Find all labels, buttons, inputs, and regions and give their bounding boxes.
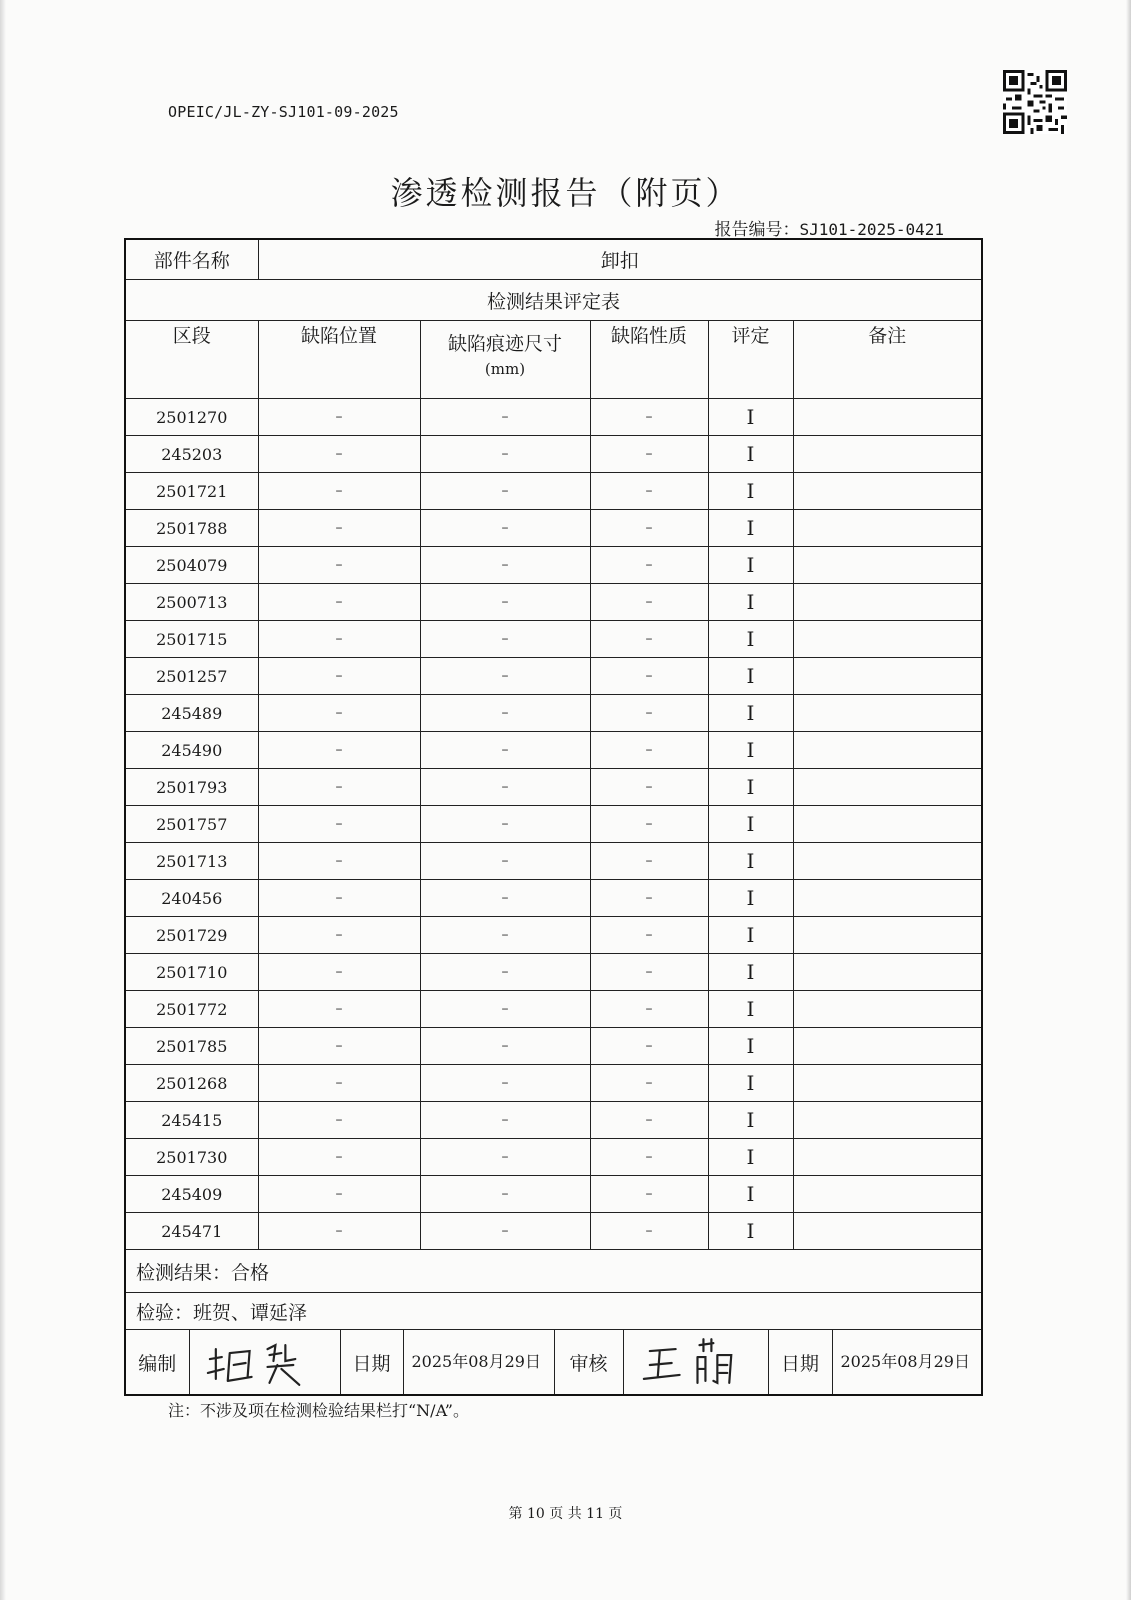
grade-cell: I	[708, 658, 793, 695]
table-row	[125, 473, 982, 510]
inspection-result: 检测结果：合格	[125, 1250, 982, 1293]
defect-nature-cell: –	[590, 769, 708, 806]
grade-cell: I	[708, 1213, 793, 1250]
remark-cell	[793, 954, 982, 991]
table-row	[125, 547, 982, 584]
defect-nature-cell: –	[590, 510, 708, 547]
segment-cell: 2501730	[125, 1139, 258, 1176]
table-row	[125, 991, 982, 1028]
date-label-1: 日期	[340, 1330, 403, 1394]
col-header-defect-position: 缺陷位置	[258, 321, 420, 399]
table-row	[125, 1213, 982, 1250]
segment-cell: 2501729	[125, 917, 258, 954]
remark-cell	[793, 991, 982, 1028]
remark-cell	[793, 1065, 982, 1102]
table-row	[125, 436, 982, 473]
defect-position-cell: –	[258, 806, 420, 843]
grade-cell: I	[708, 399, 793, 436]
grade-cell: I	[708, 806, 793, 843]
table-row	[125, 621, 982, 658]
defect-nature-cell: –	[590, 1065, 708, 1102]
scan-edge-left	[0, 0, 6, 1600]
segment-cell: 2501793	[125, 769, 258, 806]
qr-code-icon	[1003, 70, 1067, 134]
compiler-signature	[189, 1330, 340, 1394]
defect-nature-cell: –	[590, 843, 708, 880]
scan-edge-right	[1126, 0, 1131, 1600]
grade-cell: I	[708, 547, 793, 584]
segment-cell: 245409	[125, 1176, 258, 1213]
remark-cell	[793, 732, 982, 769]
column-header-row	[125, 321, 982, 399]
part-name-row	[125, 239, 982, 280]
segment-cell: 2501785	[125, 1028, 258, 1065]
grade-cell: I	[708, 991, 793, 1028]
grade-cell: I	[708, 1176, 793, 1213]
defect-size-cell: –	[420, 991, 590, 1028]
defect-size-cell: –	[420, 547, 590, 584]
footnote: 注：不涉及项在检测检验结果栏打“N/A”。	[168, 1401, 469, 1420]
defect-position-cell: –	[258, 769, 420, 806]
remark-cell	[793, 843, 982, 880]
table-row	[125, 1065, 982, 1102]
signature-row	[125, 1330, 982, 1396]
report-number-value: SJ101-2025-0421	[799, 220, 944, 239]
remark-cell	[793, 806, 982, 843]
defect-nature-cell: –	[590, 732, 708, 769]
defect-size-cell: –	[420, 621, 590, 658]
part-name-label: 部件名称	[125, 239, 258, 280]
table-row	[125, 1176, 982, 1213]
grade-cell: I	[708, 621, 793, 658]
segment-cell: 245203	[125, 436, 258, 473]
defect-size-cell: –	[420, 917, 590, 954]
compiler-signature-image	[190, 1331, 340, 1393]
defect-size-cell: –	[420, 1213, 590, 1250]
page-indicator: 第 10 页 共 11 页	[508, 1506, 623, 1522]
table-row	[125, 1028, 982, 1065]
defect-size-cell: –	[420, 732, 590, 769]
segment-cell: 245415	[125, 1102, 258, 1139]
defect-nature-cell: –	[590, 1213, 708, 1250]
defect-position-cell: –	[258, 584, 420, 621]
segment-cell: 245471	[125, 1213, 258, 1250]
defect-size-cell: –	[420, 1176, 590, 1213]
defect-size-cell: –	[420, 695, 590, 732]
remark-cell	[793, 473, 982, 510]
defect-position-cell: –	[258, 1102, 420, 1139]
grade-cell: I	[708, 880, 793, 917]
reviewer-label: 审核	[554, 1330, 623, 1394]
remark-cell	[793, 547, 982, 584]
signature-table	[126, 1330, 983, 1394]
defect-nature-cell: –	[590, 1028, 708, 1065]
date-value-1: 2025年08月29日	[403, 1330, 554, 1394]
defect-size-cell: –	[420, 584, 590, 621]
col-header-defect-nature: 缺陷性质	[590, 321, 708, 399]
remark-cell	[793, 695, 982, 732]
segment-cell: 2500713	[125, 584, 258, 621]
result-row	[125, 1250, 982, 1293]
defect-position-cell: –	[258, 621, 420, 658]
table-row	[125, 806, 982, 843]
defect-position-cell: –	[258, 1028, 420, 1065]
defect-nature-cell: –	[590, 954, 708, 991]
grade-cell: I	[708, 695, 793, 732]
defect-position-cell: –	[258, 399, 420, 436]
segment-cell: 2501757	[125, 806, 258, 843]
defect-size-cell: –	[420, 399, 590, 436]
date-label-2: 日期	[768, 1330, 832, 1394]
segment-cell: 2501713	[125, 843, 258, 880]
remark-cell	[793, 510, 982, 547]
remark-cell	[793, 584, 982, 621]
segment-cell: 2501721	[125, 473, 258, 510]
segment-cell: 245490	[125, 732, 258, 769]
report-number-label: 报告编号：	[714, 220, 800, 240]
date-value-2: 2025年08月29日	[840, 1352, 970, 1371]
col-header-grade: 评定	[708, 321, 793, 399]
segment-cell: 2501710	[125, 954, 258, 991]
remark-cell	[793, 1102, 982, 1139]
defect-position-cell: –	[258, 658, 420, 695]
defect-size-cell: –	[420, 1065, 590, 1102]
grade-cell: I	[708, 769, 793, 806]
table-row	[125, 1139, 982, 1176]
defect-nature-cell: –	[590, 917, 708, 954]
col-header-defect-size-label: 缺陷痕迹尺寸	[447, 333, 562, 355]
remark-cell	[793, 436, 982, 473]
defect-position-cell: –	[258, 732, 420, 769]
defect-position-cell: –	[258, 917, 420, 954]
defect-nature-cell: –	[590, 473, 708, 510]
defect-nature-cell: –	[590, 991, 708, 1028]
defect-position-cell: –	[258, 1213, 420, 1250]
defect-nature-cell: –	[590, 1139, 708, 1176]
defect-size-cell: –	[420, 510, 590, 547]
defect-nature-cell: –	[590, 1176, 708, 1213]
defect-position-cell: –	[258, 880, 420, 917]
table-row	[125, 880, 982, 917]
data-rows	[125, 399, 982, 1250]
reviewer-signature	[623, 1330, 768, 1394]
defect-nature-cell: –	[590, 806, 708, 843]
remark-cell	[793, 621, 982, 658]
remark-cell	[793, 1139, 982, 1176]
table-row	[125, 399, 982, 436]
compiler-label: 编制	[126, 1330, 189, 1394]
table-row	[125, 843, 982, 880]
remark-cell	[793, 769, 982, 806]
table-row	[125, 658, 982, 695]
table-title: 检测结果评定表	[125, 280, 982, 321]
remark-cell	[793, 880, 982, 917]
table-row	[125, 510, 982, 547]
col-header-segment: 区段	[125, 321, 258, 399]
defect-position-cell: –	[258, 1139, 420, 1176]
grade-cell: I	[708, 1065, 793, 1102]
defect-position-cell: –	[258, 1065, 420, 1102]
segment-cell: 2504079	[125, 547, 258, 584]
defect-nature-cell: –	[590, 658, 708, 695]
segment-cell: 240456	[125, 880, 258, 917]
defect-position-cell: –	[258, 695, 420, 732]
segment-cell: 2501268	[125, 1065, 258, 1102]
grade-cell: I	[708, 732, 793, 769]
reviewer-signature-image	[624, 1331, 768, 1393]
remark-cell	[793, 1213, 982, 1250]
table-row	[125, 1102, 982, 1139]
grade-cell: I	[708, 843, 793, 880]
part-name-value: 卸扣	[258, 239, 982, 280]
defect-size-cell: –	[420, 1028, 590, 1065]
table-row	[125, 917, 982, 954]
grade-cell: I	[708, 1139, 793, 1176]
defect-size-cell: –	[420, 1102, 590, 1139]
defect-nature-cell: –	[590, 880, 708, 917]
table-row	[125, 732, 982, 769]
defect-size-cell: –	[420, 1139, 590, 1176]
inspector-row	[125, 1293, 982, 1330]
defect-size-cell: –	[420, 436, 590, 473]
col-header-defect-size-unit: (mm)	[484, 360, 526, 378]
grade-cell: I	[708, 510, 793, 547]
segment-cell: 2501257	[125, 658, 258, 695]
defect-position-cell: –	[258, 843, 420, 880]
segment-cell: 2501788	[125, 510, 258, 547]
defect-nature-cell: –	[590, 399, 708, 436]
defect-size-cell: –	[420, 843, 590, 880]
remark-cell	[793, 1028, 982, 1065]
defect-size-cell: –	[420, 880, 590, 917]
segment-cell: 2501772	[125, 991, 258, 1028]
table-row	[125, 954, 982, 991]
table-row	[125, 695, 982, 732]
defect-nature-cell: –	[590, 1102, 708, 1139]
col-header-defect-size	[420, 321, 590, 399]
defect-size-cell: –	[420, 769, 590, 806]
remark-cell	[793, 917, 982, 954]
segment-cell: 2501715	[125, 621, 258, 658]
defect-position-cell: –	[258, 1176, 420, 1213]
grade-cell: I	[708, 917, 793, 954]
grade-cell: I	[708, 584, 793, 621]
grade-cell: I	[708, 436, 793, 473]
defect-size-cell: –	[420, 954, 590, 991]
remark-cell	[793, 1176, 982, 1213]
grade-cell: I	[708, 954, 793, 991]
defect-position-cell: –	[258, 436, 420, 473]
remark-cell	[793, 399, 982, 436]
defect-nature-cell: –	[590, 436, 708, 473]
table-row	[125, 584, 982, 621]
table-title-row	[125, 280, 982, 321]
report-number	[715, 215, 945, 240]
defect-nature-cell: –	[590, 621, 708, 658]
grade-cell: I	[708, 1028, 793, 1065]
defect-nature-cell: –	[590, 695, 708, 732]
defect-position-cell: –	[258, 510, 420, 547]
segment-cell: 2501270	[125, 399, 258, 436]
col-header-remark: 备注	[793, 321, 982, 399]
defect-position-cell: –	[258, 547, 420, 584]
defect-nature-cell: –	[590, 547, 708, 584]
inspection-table	[124, 238, 983, 1396]
defect-size-cell: –	[420, 658, 590, 695]
inspectors: 检验：班贺、谭延泽	[125, 1293, 982, 1330]
defect-size-cell: –	[420, 806, 590, 843]
defect-nature-cell: –	[590, 584, 708, 621]
segment-cell: 245489	[125, 695, 258, 732]
defect-position-cell: –	[258, 954, 420, 991]
grade-cell: I	[708, 1102, 793, 1139]
defect-position-cell: –	[258, 473, 420, 510]
document-code: OPEIC/JL-ZY-SJ101-09-2025	[168, 103, 399, 121]
table-row	[125, 769, 982, 806]
grade-cell: I	[708, 473, 793, 510]
remark-cell	[793, 658, 982, 695]
defect-size-cell: –	[420, 473, 590, 510]
page-title: 渗透检测报告（附页）	[390, 174, 741, 212]
defect-position-cell: –	[258, 991, 420, 1028]
